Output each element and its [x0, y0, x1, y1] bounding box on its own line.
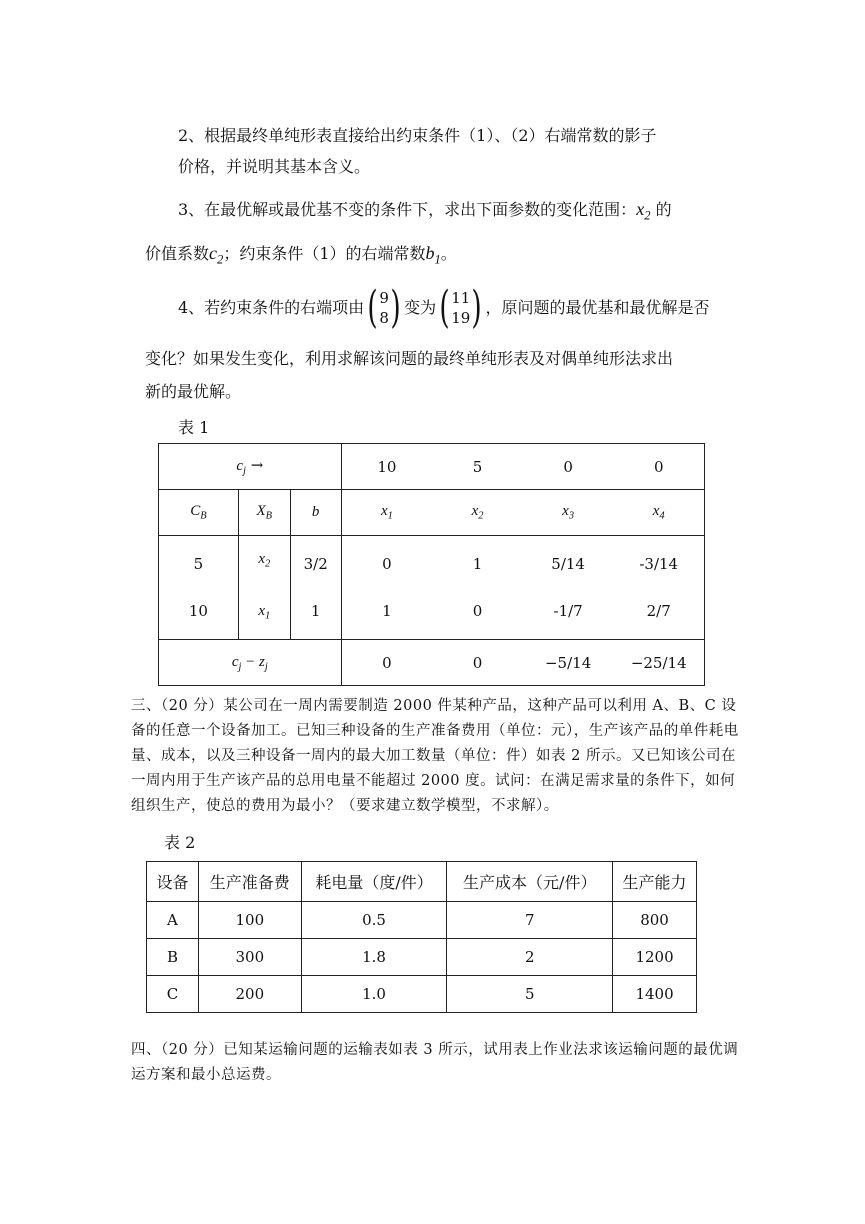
footer-z: z — [259, 653, 265, 670]
table1-body — [159, 536, 705, 640]
q4-vector-from — [364, 282, 404, 333]
q3-line1-text: 3、在最优解或最优基不变的条件下，求出下面参数的变化范围： — [178, 200, 637, 219]
xb-base: X — [256, 503, 266, 520]
table1-cj-row — [159, 444, 705, 490]
table2-header-capacity: 生产能力 — [613, 862, 697, 902]
q3-var-c-sub: 2 — [217, 252, 224, 267]
footer-val-3: −5/14 — [544, 653, 592, 672]
left-paren-icon: ( — [367, 282, 378, 333]
q2-line1: 2、根据最终单纯形表直接给出约束条件（1）、（2）右端常数的影子 — [178, 126, 657, 145]
q4-vec1-bottom: 8 — [379, 309, 389, 327]
header-x4 — [613, 503, 704, 522]
row2-xb — [239, 588, 290, 640]
row1-b: 3/2 — [303, 554, 328, 573]
footer-c-sub: j — [238, 661, 242, 673]
table1-header-vars — [341, 490, 704, 536]
table1-cj-label — [159, 444, 342, 490]
left-paren-icon: ( — [439, 282, 450, 333]
table2-header-setup-cost: 生产准备费 — [198, 862, 301, 902]
x4-base: x — [652, 503, 660, 520]
row2-xb-base: x — [258, 602, 265, 619]
q-three-text: 三、（20 分）某公司在一周内需要制造 2000 件某种产品，这种产品可以利用 A、B、C 设备的任意一个设备加工。已知三种设备的生产准备费用（单位：元），生产该产品的单件耗电量、成本，以及三种设备一周内的最大加工数量（单位：件）如表 2 所示。又已知该公司在一周内用于生产该产品的总用电量不能超过 2000 度。试问：在满足需求量的条件下，如何组织生产，使总的费用为最小？（要求建立数学模型，不求解）。 — [131, 698, 739, 814]
table1-caption: 表 1 — [178, 418, 210, 437]
q4-line3: 新的最优解。 — [145, 382, 242, 401]
x3-sub: 3 — [568, 510, 575, 522]
cj-c: c — [236, 458, 244, 475]
table1-header-xb — [238, 490, 290, 536]
q4-vec2-top: 11 — [451, 289, 471, 307]
cb-base: C — [190, 503, 201, 520]
q2-line2: 价格，并说明其基本含义。 — [178, 157, 371, 176]
row2-val-1: 1 — [382, 601, 392, 620]
right-paren-icon: ) — [471, 282, 483, 333]
row1-val-4: -3/14 — [639, 554, 679, 573]
row1-xb — [239, 536, 290, 588]
table2-cell: 200 — [198, 976, 301, 1013]
table1-values — [341, 536, 704, 640]
table-row — [147, 939, 697, 976]
table1-footer-label — [159, 640, 342, 686]
table2-header-unit-cost: 生产成本（元/件） — [447, 862, 613, 902]
table2-cell: B — [147, 939, 199, 976]
x2-sub: 2 — [478, 510, 484, 522]
table2-cell: 800 — [613, 902, 697, 939]
footer-val-1: 0 — [382, 653, 392, 672]
footer-c: c — [231, 653, 239, 670]
q4-pre: 4、若约束条件的右端项由 — [178, 298, 365, 317]
table2-header-power: 耗电量（度/件） — [301, 862, 447, 902]
table1-header-cb — [159, 490, 239, 536]
row2-values — [342, 588, 704, 635]
table2-cell: 1.0 — [301, 976, 447, 1013]
q4-mid: 变为 — [404, 298, 437, 317]
table2-header-device: 设备 — [147, 862, 199, 902]
table1-b-col — [290, 536, 341, 640]
header-x2 — [432, 503, 523, 522]
q3-var-b-sub: 1 — [434, 252, 441, 267]
row2-b: 1 — [310, 601, 321, 620]
table2-cell: A — [147, 902, 199, 939]
row1-val-1: 0 — [382, 554, 392, 573]
table1-header-b: b — [290, 490, 341, 536]
cj-value-3: 0 — [563, 457, 573, 476]
table2-cell: 7 — [447, 902, 613, 939]
table2-cell: 300 — [198, 939, 301, 976]
q3-line2 — [145, 244, 457, 266]
table2-cell: C — [147, 976, 199, 1013]
cj-value-4: 0 — [653, 457, 664, 476]
cb-sub: B — [200, 510, 207, 522]
q4-line1 — [178, 283, 710, 333]
table2-caption: 表 2 — [164, 833, 196, 852]
xb-sub: B — [265, 510, 273, 522]
q4-line2: 变化？如果发生变化，利用求解该问题的最终单纯形表及对偶单纯形法求出 — [145, 349, 674, 368]
row1-val-3: 5/14 — [551, 554, 585, 573]
q3-var-b — [425, 243, 441, 267]
footer-z-sub: j — [264, 661, 268, 673]
row2-xb-sub: 1 — [264, 610, 271, 622]
cj-sub: j — [243, 465, 246, 477]
table-row — [147, 976, 697, 1013]
q4-vector-to — [436, 282, 485, 333]
q4-vec1-top: 9 — [379, 289, 389, 307]
table2-cell: 100 — [198, 902, 301, 939]
footer-val-2: 0 — [472, 653, 483, 672]
header-x1 — [342, 503, 433, 522]
q3-var-b-base: b — [425, 243, 435, 263]
row1-val-2: 1 — [472, 554, 483, 573]
q3-var-x-base: x — [636, 199, 645, 219]
table2-header-row — [147, 862, 697, 902]
x1-sub: 1 — [387, 510, 393, 522]
row1-xb-sub: 2 — [264, 558, 271, 570]
cj-value-2: 5 — [472, 457, 483, 476]
table1-cj-values — [341, 444, 704, 490]
q-four-text: 四、（20 分）已知某运输问题的运输表如表 3 所示，试用表上作业法求该运输问题的最优调运方案和最小总运费。 — [131, 1042, 739, 1083]
q3-line1-end: 的 — [655, 200, 672, 219]
right-paren-icon: ) — [390, 282, 401, 333]
table2-cell: 0.5 — [301, 902, 447, 939]
row2-val-2: 0 — [472, 601, 483, 620]
row2-val-4: 2/7 — [646, 601, 671, 620]
table2-cell: 1200 — [613, 939, 697, 976]
table2-cell: 2 — [447, 939, 613, 976]
table1-footer-values — [341, 640, 704, 686]
row2-val-3: -1/7 — [553, 601, 583, 620]
x1-base: x — [380, 503, 388, 520]
right-arrow-icon: → — [250, 456, 264, 475]
table-row — [147, 902, 697, 939]
q4-post: ，原问题的最优基和最优解是否 — [485, 298, 710, 317]
x2-base: x — [471, 503, 479, 520]
table2-cell: 5 — [447, 976, 613, 1013]
x4-sub: 4 — [659, 510, 665, 522]
table1-header-row — [159, 490, 705, 536]
cj-value-1: 10 — [377, 457, 397, 476]
table2 — [146, 861, 697, 1013]
q3-line2-text: 价值系数 — [145, 244, 210, 263]
q4-vec2-bottom: 19 — [451, 309, 471, 327]
header-x3 — [523, 503, 614, 522]
q3-var-x — [636, 199, 651, 223]
q3-var-c — [209, 243, 224, 267]
table1 — [158, 443, 705, 686]
row2-cb: 10 — [188, 601, 208, 620]
table1-cb-col — [159, 536, 239, 640]
table2-cell: 1400 — [613, 976, 697, 1013]
q3-line2-mid: ；约束条件（1）的右端常数 — [223, 244, 426, 263]
row1-values — [342, 541, 704, 588]
q3-line2-end: 。 — [440, 244, 457, 263]
row1-cb: 5 — [193, 554, 204, 573]
x3-base: x — [562, 503, 569, 520]
table2-cell: 1.8 — [301, 939, 447, 976]
table1-footer-row — [159, 640, 705, 686]
footer-minus: − — [245, 653, 256, 670]
footer-val-4: −25/14 — [630, 653, 687, 672]
q3-var-c-base: c — [209, 243, 218, 263]
q3-line1 — [178, 200, 672, 222]
row1-xb-base: x — [258, 551, 265, 567]
table1-xb-col — [238, 536, 290, 640]
q3-var-x-sub: 2 — [644, 208, 651, 223]
